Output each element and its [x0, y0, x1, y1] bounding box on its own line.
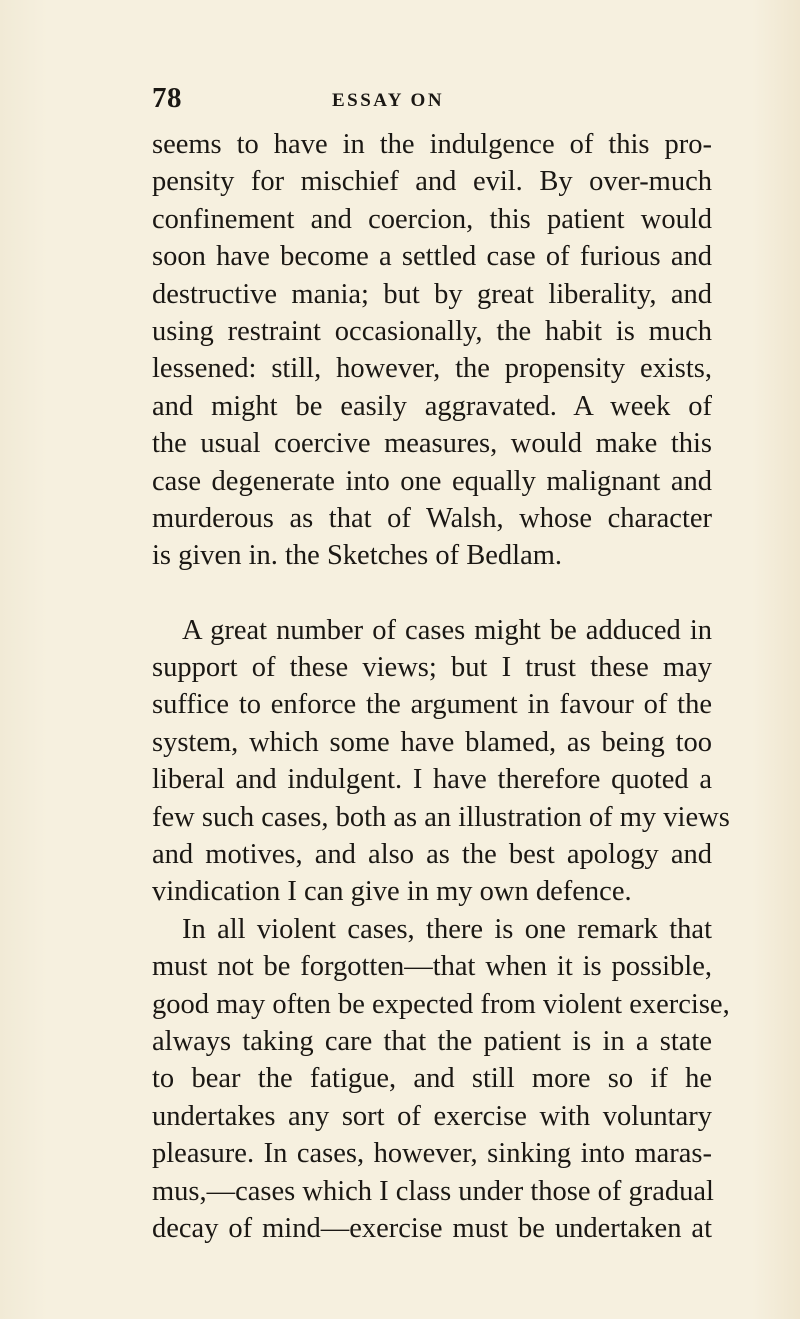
body-text [152, 126, 730, 1247]
text-line: liberal and indulgent. I have therefore quoted a [152, 764, 712, 796]
running-head: ESSAY ON [332, 90, 445, 111]
text-line: decay of mind—exercise must be undertaken at [152, 1212, 712, 1244]
text-line: seems to have in the indulgence of this pro- [152, 129, 712, 160]
text-line: undertakes any sort of exercise with voluntary [152, 1100, 712, 1132]
text-line: mus,—cases which I class under those of gradual [152, 1175, 714, 1207]
text-line: using restraint occasionally, the habit is much [152, 315, 712, 347]
page-header [0, 82, 800, 122]
paragraph-2 [152, 612, 730, 911]
text-line: few such cases, both as an illustration of my views [152, 801, 730, 833]
text-line: system, which some have blamed, as being too [152, 726, 712, 758]
paragraph-gap [152, 575, 712, 612]
text-line: always taking care that the patient is in a state [152, 1025, 712, 1057]
text-line: and motives, and also as the best apology and [152, 839, 712, 871]
text-line: lessened: still, however, the propensity exists, [152, 353, 712, 385]
text-line: suffice to enforce the argument in favour of the [152, 689, 712, 721]
text-line: confinement and coercion, this patient would [152, 203, 712, 235]
text-line: pensity for mischief and evil. By over-much [152, 166, 712, 198]
text-line: to bear the fatigue, and still more so if he [152, 1063, 712, 1095]
text-line: A great number of cases might be adduced in [182, 614, 712, 646]
text-line: vindication I can give in my own defence. [152, 876, 632, 908]
text-line: the usual coercive measures, would make this [152, 428, 712, 460]
text-line: good may often be expected from violent exercise, [152, 988, 730, 1020]
text-line: and might be easily aggravated. A week of [152, 390, 712, 422]
paragraph-3 [152, 911, 730, 1248]
text-line: murderous as that of Walsh, whose character [152, 502, 712, 534]
text-line: must not be forgotten—that when it is possible, [152, 951, 712, 983]
paragraph-1 [152, 126, 712, 575]
text-line: case degenerate into one equally malignant and [152, 465, 712, 497]
text-line: pleasure. In cases, however, sinking into maras- [152, 1138, 712, 1170]
page-number: 78 [152, 82, 182, 114]
text-line: is given in. the Sketches of Bedlam. [152, 540, 563, 572]
text-line: support of these views; but I trust these may [152, 652, 712, 684]
text-line: soon have become a settled case of furious and [152, 241, 712, 273]
text-line: In all violent cases, there is one remark that [182, 913, 712, 945]
text-line: destructive mania; but by great liberality, and [152, 278, 712, 310]
